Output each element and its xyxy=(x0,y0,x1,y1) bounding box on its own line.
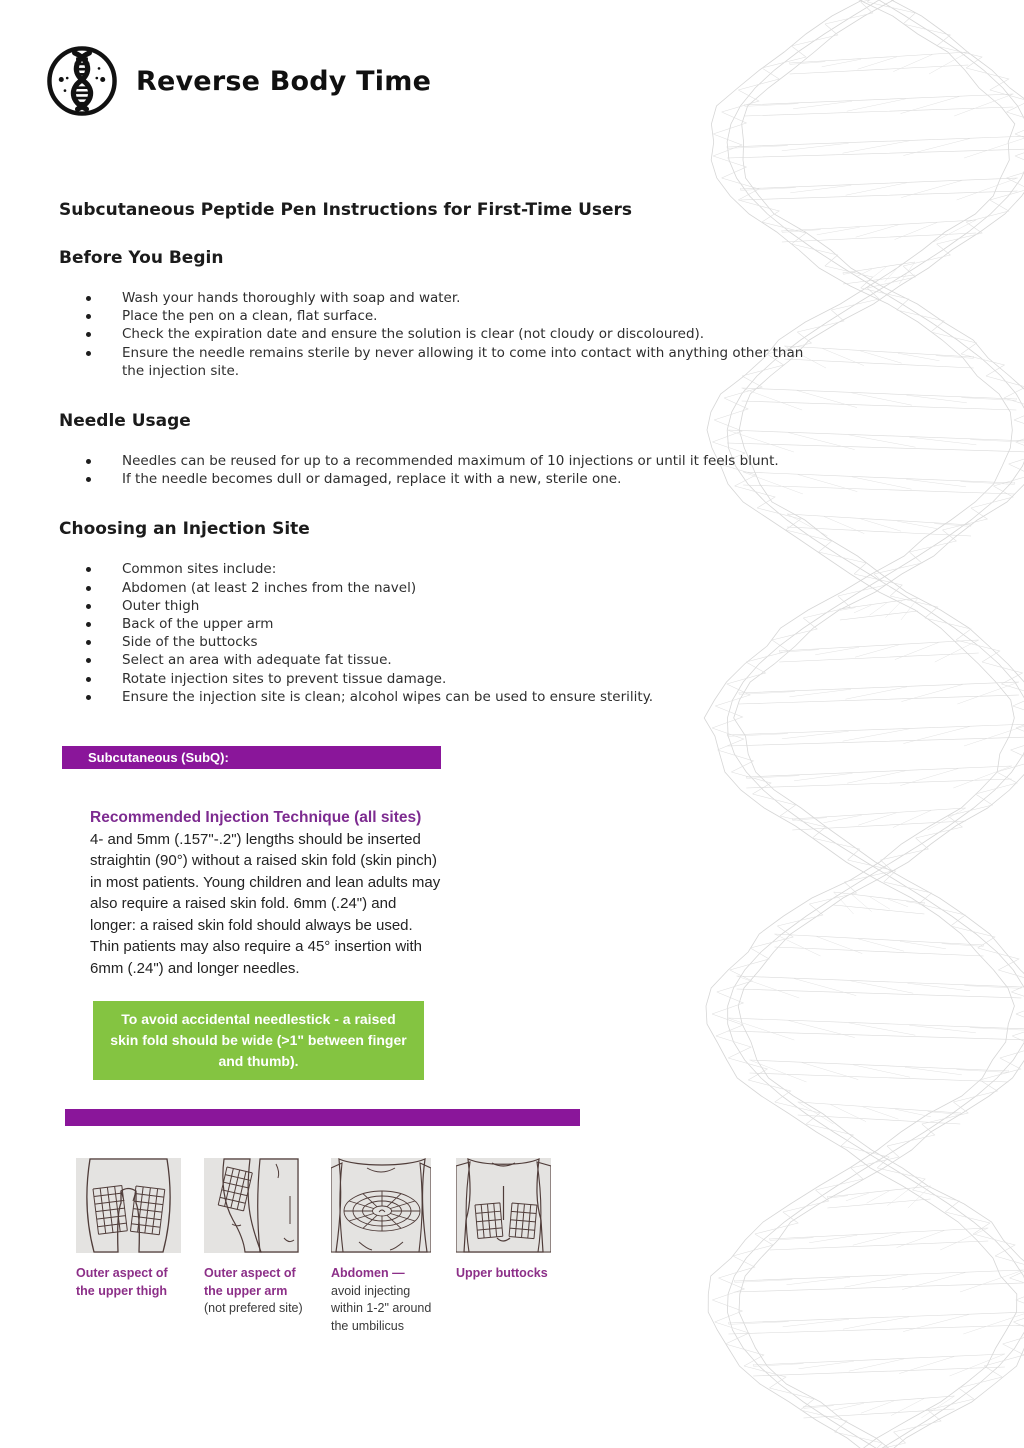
technique-title: Recommended Injection Technique (all sites) xyxy=(90,809,422,827)
site-abdomen xyxy=(331,1158,431,1335)
list-item: If the needle becomes dull or damaged, replace it with a new, sterile one. xyxy=(59,470,804,488)
brand-header xyxy=(45,44,431,118)
site-outer-thigh xyxy=(76,1158,181,1300)
list-item: Rotate injection sites to prevent tissue damage. xyxy=(59,670,804,688)
abdomen-illustration xyxy=(331,1158,431,1253)
list-item: Ensure the injection site is clean; alcohol wipes can be used to ensure sterility. xyxy=(59,688,804,706)
injection-sites-row xyxy=(76,1158,804,1335)
upper-buttocks-illustration xyxy=(456,1158,551,1253)
list-item: Ensure the needle remains sterile by never allowing it to come into contact with anything other than the injection site. xyxy=(59,344,804,380)
list-item: Common sites include: xyxy=(59,560,804,578)
needle-usage-list xyxy=(59,452,804,488)
brand-name: Reverse Body Time xyxy=(136,65,432,97)
site-caption xyxy=(204,1265,316,1318)
technique-block xyxy=(90,807,442,979)
site-label: Abdomen — xyxy=(331,1266,405,1281)
list-item: Select an area with adequate fat tissue. xyxy=(59,651,804,669)
list-item: Side of the buttocks xyxy=(59,633,804,651)
site-upper-arm xyxy=(204,1158,303,1318)
site-upper-buttocks xyxy=(456,1158,551,1283)
list-item: Needles can be reused for up to a recommended maximum of 10 injections or until it feels blunt. xyxy=(59,452,804,470)
site-label: Outer aspect of the upper arm xyxy=(204,1266,296,1298)
upper-arm-illustration xyxy=(204,1158,299,1253)
before-you-begin-list xyxy=(59,289,804,380)
site-caption xyxy=(331,1265,443,1335)
list-item: Outer thigh xyxy=(59,597,804,615)
subq-banner: Subcutaneous (SubQ): xyxy=(62,746,441,769)
site-note: avoid injecting within 1-2" around the umbilicus xyxy=(331,1283,432,1333)
site-label: Outer aspect of the upper thigh xyxy=(76,1266,168,1298)
list-item: Place the pen on a clean, flat surface. xyxy=(59,307,804,325)
list-item: Abdomen (at least 2 inches from the navel) xyxy=(59,579,804,597)
document-body xyxy=(59,199,804,1335)
list-item: Back of the upper arm xyxy=(59,615,804,633)
choosing-site-list xyxy=(59,560,804,706)
section-heading-choosing-site: Choosing an Injection Site xyxy=(59,519,310,540)
list-item: Wash your hands thoroughly with soap and water. xyxy=(59,289,804,307)
site-note: (not prefered site) xyxy=(204,1301,303,1316)
list-item: Check the expiration date and ensure the solution is clear (not cloudy or discoloured). xyxy=(59,325,804,343)
technique-body: 4- and 5mm (.157"-.2") lengths should be inserted straightin (90°) without a raised skin fold (skin pinch) in most patients. Young children and lean adults may also require a raised skin fold. 6mm (.24") and longer: a raised skin fold should always be used. Thin patients may also require a 45° insertion with 6mm (.24") and longer needles. xyxy=(90,830,441,977)
section-heading-before-you-begin: Before You Begin xyxy=(59,248,224,268)
site-label: Upper buttocks xyxy=(456,1266,548,1281)
site-caption xyxy=(456,1265,568,1283)
dna-logo-icon xyxy=(45,44,119,118)
section-heading-needle-usage: Needle Usage xyxy=(59,411,191,432)
needlestick-callout: To avoid accidental needlestick - a raised skin fold should be wide (>1" between finger and thumb). xyxy=(93,1001,424,1080)
purple-divider-bar xyxy=(65,1109,580,1126)
page-title: Subcutaneous Peptide Pen Instructions for First-Time Users xyxy=(59,200,633,220)
outer-thigh-illustration xyxy=(76,1158,181,1253)
site-caption xyxy=(76,1265,188,1300)
